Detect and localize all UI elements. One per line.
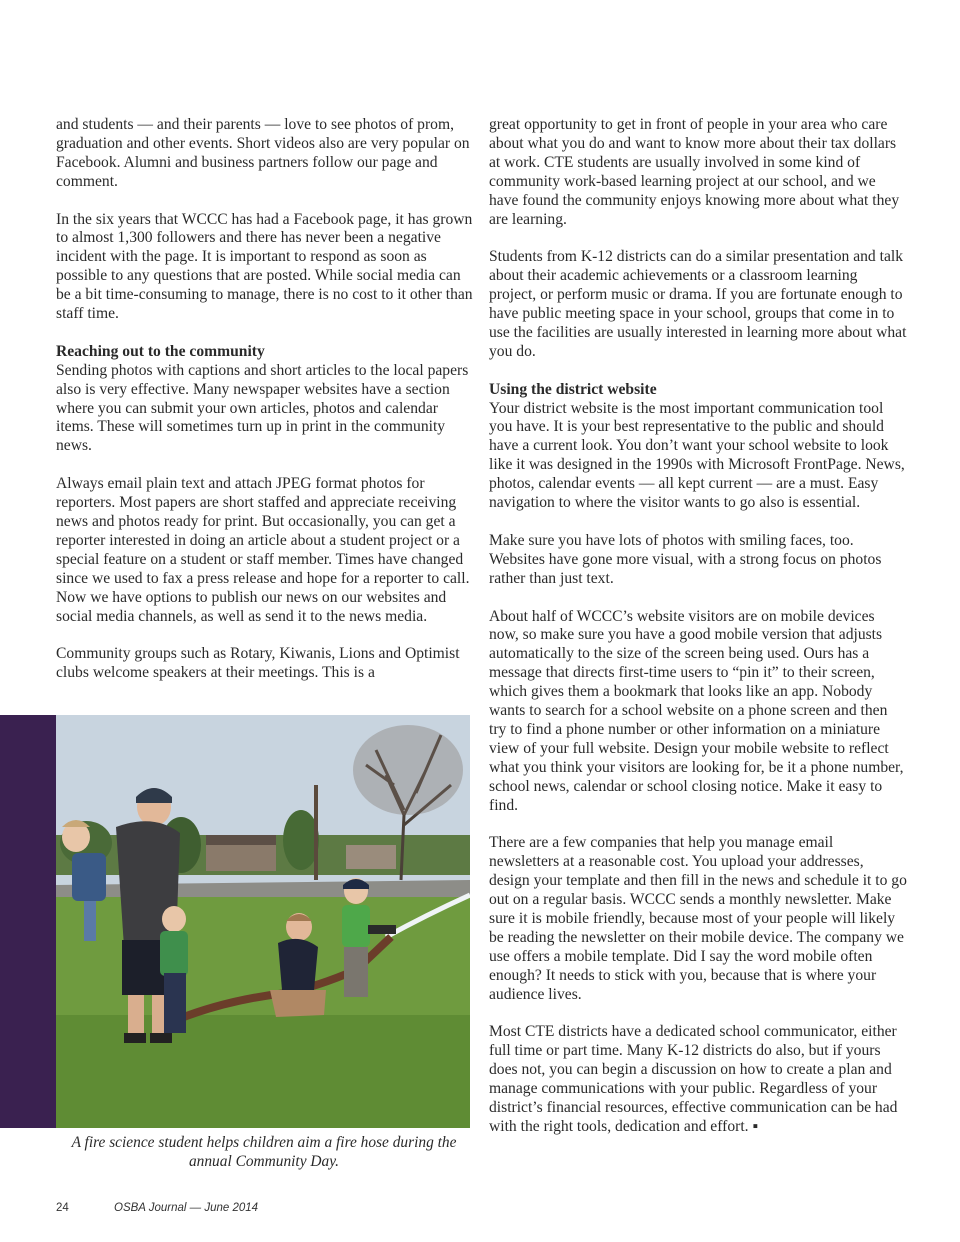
right-paragraph-1: great opportunity to get in front of people in your area who care about what you do and want to know more about their tax dollars at work. CTE students are usually involved in some kind of community work-based learning project at our school, and we have found the community enjoys knowing more about what they are learning. xyxy=(489,116,900,228)
right-paragraph-5: About half of WCCC’s website visitors are on mobile devices now, so make sure you have a good mobile version that adjusts automatically to the size of the screen being used. Ours has a message that directs first-time users to “pin it” to their screen, which gives them a bookmark that looks like an app. Nobody wants to search for a school website on a phone screen and then try to find a phone number or other information on a miniature view of your full website. Design your mobile website to reflect what you think your visitors are looking for, be it a phone number, school news, calendar or school closing notice. Make it easy to find. xyxy=(489,607,904,814)
right-paragraph-3: Your district website is the most important communication tool you have. It is your best representative to the public and should have a current look. You don’t want your school website to look like it was designed in the 1990s with Microsoft FrontPage. News, photos, calendar events — all kept current — are a must. Easy navigation to where the visitor wants to go also is essential. xyxy=(489,399,905,512)
right-paragraph-7: Most CTE districts have a dedicated school communicator, either full time or part time. Many K-12 districts do also, but if yours does not, you can begin a discussion on how to create a plan and manage communications with your public. Regardless of your district’s financial resources, effective communication can be had with the right tools, dedication and effort. ▪ xyxy=(489,1023,898,1135)
right-paragraph-4: Make sure you have lots of photos with smiling faces, too. Websites have gone more visual, with a strong focus on photos rather than just text. xyxy=(489,531,882,587)
section-heading-website: Using the district website xyxy=(489,380,657,398)
left-paragraph-3: Sending photos with captions and short articles to the local papers also is very effective. Many newspaper websites have a section where you can submit your own articles, photos and calendar items. These will sometimes turn up in print in the community news. xyxy=(56,361,469,455)
accent-bar xyxy=(0,715,56,1128)
left-paragraph-1: and students — and their parents — love to see photos of prom, graduation and other events. Short videos also are very popular on Facebook. Alumni and business partners follow our page and comment. xyxy=(56,116,470,190)
photo-caption: A fire science student helps children aim a fire hose during the annual Community Day. xyxy=(71,1134,457,1170)
right-paragraph-2: Students from K-12 districts can do a similar presentation and talk about their academic achievements or a classroom learning project, or perform music or drama. If you are fortunate enough to have public meeting space in your school, groups that come in to use the facilities are usually interested in learning more about what you do. xyxy=(489,248,907,360)
page-number: 24 xyxy=(56,1202,69,1214)
left-paragraph-4: Always email plain text and attach JPEG format photos for reporters. Most papers are short staffed and appreciate receiving news and photos ready for print. But occasionally, you can get a reporter interested in doing an article about a student project or a special feature on a student or staff member. Times have changed since we used to fax a press release and hope for a reporter to call. Now we have options to publish our news on our websites and social media channels, as well as send it to the news media. xyxy=(56,475,470,625)
left-column xyxy=(56,116,474,702)
page-footer xyxy=(56,1202,258,1214)
journal-title: OSBA Journal — June 2014 xyxy=(114,1202,259,1214)
left-paragraph-5: Community groups such as Rotary, Kiwanis, Lions and Optimist clubs welcome speakers at their meetings. This is a xyxy=(56,645,460,682)
left-paragraph-2: In the six years that WCCC has had a Facebook page, it has grown to almost 1,300 followers and there has never been a negative incident with the page. It is important to respond as soon as possible to any questions that are posted. While social media can be a bit time-consuming to manage, there is no cost to it other than staff time. xyxy=(56,210,473,323)
community-day-photo xyxy=(56,715,470,1128)
right-paragraph-6: There are a few companies that help you manage email newsletters at a reasonable cost. You upload your addresses, design your template and then fill in the news and schedule it to go out on a regular basis. WCCC sends a monthly newsletter. Make sure it is mobile friendly, because most of your people will likely be reading the newsletter on their mobile device. The company we use offers a mobile template. Did I say the word mobile often enough? It needs to stick with you, because that is where your audience lives. xyxy=(489,834,907,1003)
right-column xyxy=(489,116,907,1156)
section-heading-community: Reaching out to the community xyxy=(56,342,265,360)
